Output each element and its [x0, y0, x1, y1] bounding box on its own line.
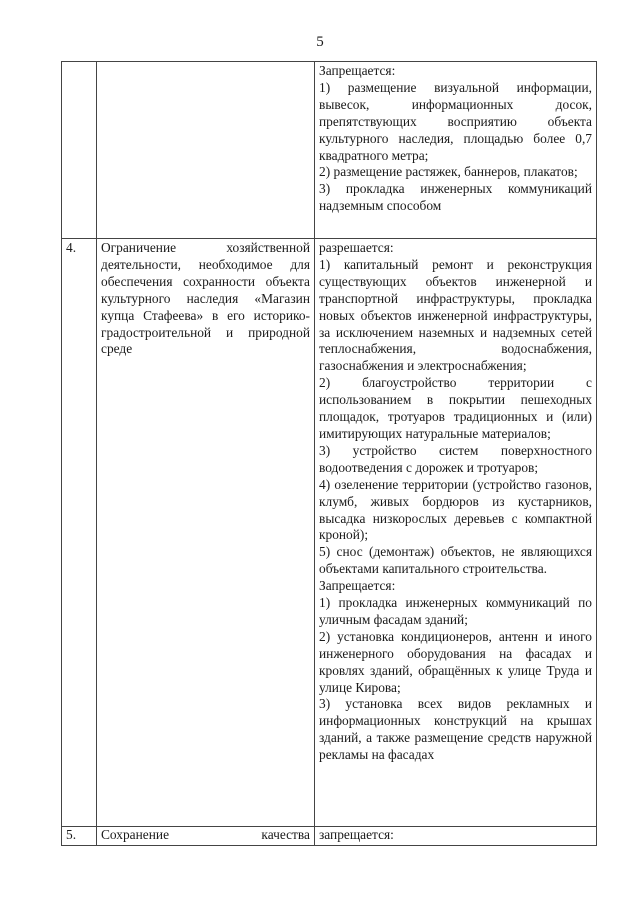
- row-content: [315, 62, 597, 239]
- row-number: 5.: [62, 827, 97, 846]
- content-paragraph: 2) размещение растяжек, баннеров, плакатов;: [319, 164, 578, 180]
- row-number: 4.: [62, 239, 97, 827]
- content-paragraph: 2) благоустройство территории с использованием в покрытии пешеходных площадок, тротуаров традиционных и (или) имитирующих натуральные материалов;: [319, 375, 592, 441]
- table-row: [62, 239, 597, 827]
- row-name: Сохранение качества: [97, 827, 315, 846]
- content-paragraph: разрешается:: [319, 240, 394, 255]
- content-paragraph: Запрещается:: [319, 63, 396, 78]
- row-name-text: Ограничение хозяйственной деятельности, необходимое для обеспечения сохранности объекта культурного наследия «Магазин купца Стафеева» в его историко-градостроительной и природной среде: [101, 240, 310, 357]
- table-row: [62, 827, 597, 846]
- content-paragraph: 3) устройство систем поверхностного водоотведения с дорожек и тротуаров;: [319, 442, 592, 475]
- content-paragraph: 2) установка кондиционеров, антенн и иного инженерного оборудования на фасадах и кровлях зданий, обращённых к улице Труда и улице Кирова;: [319, 628, 592, 695]
- content-paragraph: запрещается:: [319, 827, 394, 842]
- content-paragraph: 1) капитальный ремонт и реконструкция существующих объектов инженерной и транспортной инфраструктуры, прокладка новых объектов инженерной инфраструктуры, за исключением наземных и надземных сетей теплоснабжения, водоснабжения, газоснабжения и электроснабжения;: [319, 256, 592, 374]
- content-paragraph: 5) снос (демонтаж) объектов, не являющихся объектами капитального строительства.: [319, 544, 592, 577]
- content-paragraph: 1) прокладка инженерных коммуникаций по уличным фасадам зданий;: [319, 595, 592, 627]
- content-paragraph: 3) прокладка инженерных коммуникаций надземным способом: [319, 181, 592, 214]
- row-content: [315, 827, 597, 846]
- content-paragraph: Запрещается:: [319, 578, 396, 594]
- content-paragraph: 3) установка всех видов рекламных и информационных конструкций на крышах зданий, а также размещение средств наружной рекламы на фасадах: [319, 696, 592, 763]
- content-paragraph: 4) озеленение территории (устройство газонов, клумб, живых бордюров из кустарников, высадка низкорослых деревьев с компактной кроной);: [319, 476, 592, 543]
- table-row: [62, 62, 597, 239]
- row-content: [315, 239, 597, 827]
- content-paragraph: 1) размещение визуальной информации, вывесок, информационных досок, препятствующих восприятию объекта культурного наследия, площадью более 0,7 квадратного метра;: [319, 79, 592, 163]
- row-number: [62, 62, 97, 239]
- regulations-table: [61, 61, 597, 846]
- row-name: [97, 239, 315, 827]
- row-name: [97, 62, 315, 239]
- page-number: 5: [316, 34, 324, 50]
